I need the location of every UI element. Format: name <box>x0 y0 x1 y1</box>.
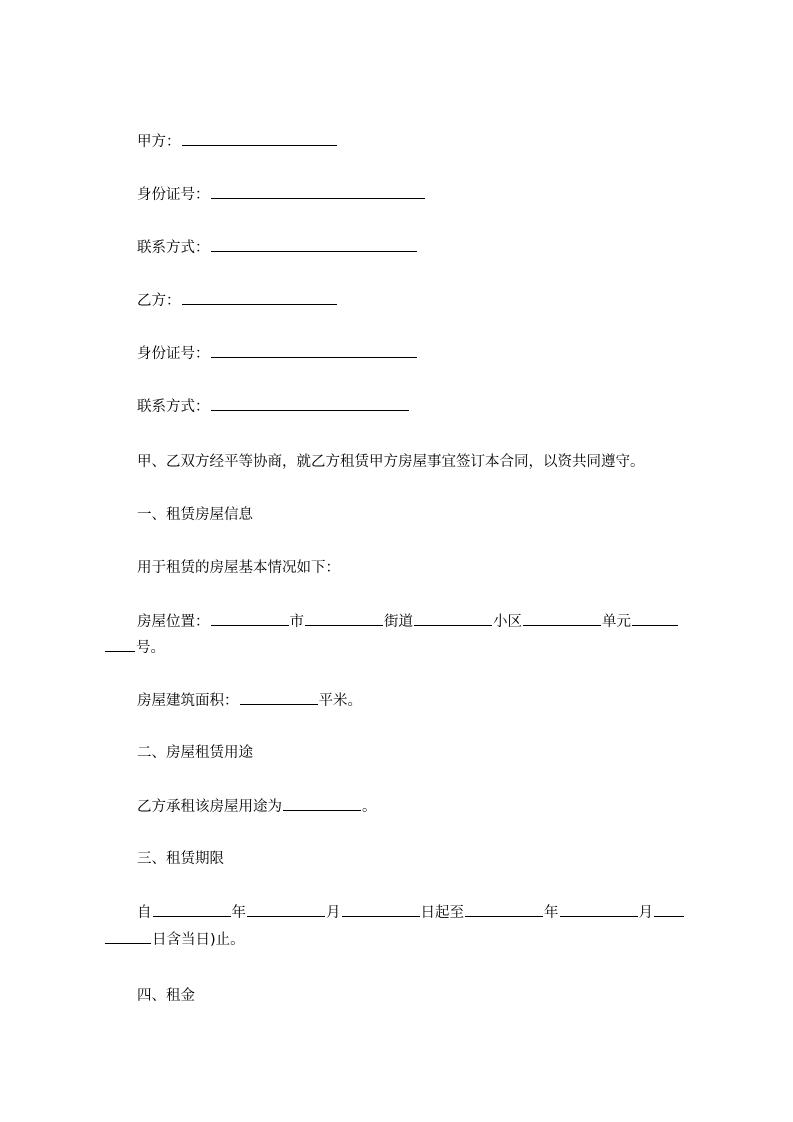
section2-heading: 二、房屋租赁用途 <box>137 745 253 761</box>
start-day-blank[interactable] <box>342 901 420 917</box>
month-label: 月 <box>326 905 341 921</box>
party-a-contact-label: 联系方式： <box>137 240 210 256</box>
term-row-cont <box>105 928 245 951</box>
from-label: 自 <box>137 905 152 921</box>
purpose-label: 乙方承租该房屋用途为 <box>137 799 282 815</box>
unit-blank[interactable] <box>523 610 601 626</box>
community-label: 小区 <box>493 614 522 630</box>
city-label: 市 <box>289 614 304 630</box>
number-blank-part1[interactable] <box>632 610 678 626</box>
year2-label: 年 <box>544 905 559 921</box>
location-label: 房屋位置： <box>137 614 210 630</box>
party-b-id-blank[interactable] <box>211 342 417 358</box>
street-label: 街道 <box>384 614 413 630</box>
year-label: 年 <box>231 905 246 921</box>
section3-heading: 三、租赁期限 <box>137 851 224 867</box>
start-month-blank[interactable] <box>247 901 325 917</box>
unit-label: 单元 <box>602 614 631 630</box>
location-row <box>105 610 679 633</box>
term-row <box>105 901 685 924</box>
community-blank[interactable] <box>414 610 492 626</box>
party-b-label: 乙方： <box>137 293 181 309</box>
number-label: 号。 <box>136 640 165 656</box>
party-a-id-blank[interactable] <box>211 183 425 199</box>
party-a-blank[interactable] <box>182 130 337 146</box>
area-blank[interactable] <box>240 689 318 705</box>
area-unit: 平米。 <box>318 693 362 709</box>
party-b-id-label: 身份证号： <box>137 346 210 362</box>
end-day-blank-part1[interactable] <box>654 901 684 917</box>
party-a-label: 甲方： <box>137 134 181 150</box>
party-b-contact-row <box>105 395 410 418</box>
location-row-cont <box>105 636 165 659</box>
party-a-id-row <box>105 183 426 206</box>
party-b-contact-blank[interactable] <box>211 395 409 411</box>
party-a-contact-blank[interactable] <box>211 236 417 252</box>
day-end-label: 日含当日)止。 <box>152 932 245 948</box>
street-blank[interactable] <box>305 610 383 626</box>
purpose-end: 。 <box>362 799 377 815</box>
party-a-contact-row <box>105 236 418 259</box>
party-b-row <box>105 289 338 312</box>
party-b-blank[interactable] <box>182 289 337 305</box>
day-start-label: 日起至 <box>420 905 464 921</box>
area-label: 房屋建筑面积： <box>137 693 239 709</box>
intro-paragraph: 甲、乙双方经平等协商，就乙方租赁甲方房屋事宜签订本合同，以资共同遵守。 <box>137 454 645 470</box>
purpose-blank[interactable] <box>283 795 361 811</box>
purpose-row <box>105 795 377 818</box>
end-year-blank[interactable] <box>465 901 543 917</box>
party-a-id-label: 身份证号： <box>137 187 210 203</box>
area-row <box>105 689 362 712</box>
end-month-blank[interactable] <box>560 901 638 917</box>
city-blank[interactable] <box>211 610 289 626</box>
number-blank-part2[interactable] <box>105 636 135 652</box>
end-day-blank-part2[interactable] <box>105 928 151 944</box>
start-year-blank[interactable] <box>153 901 231 917</box>
section1-lead: 用于租赁的房屋基本情况如下： <box>137 560 340 576</box>
party-a-row <box>105 130 338 153</box>
party-b-id-row <box>105 342 418 365</box>
party-b-contact-label: 联系方式： <box>137 399 210 415</box>
section4-heading: 四、租金 <box>137 988 195 1004</box>
section1-heading: 一、租赁房屋信息 <box>137 507 253 523</box>
month2-label: 月 <box>638 905 653 921</box>
